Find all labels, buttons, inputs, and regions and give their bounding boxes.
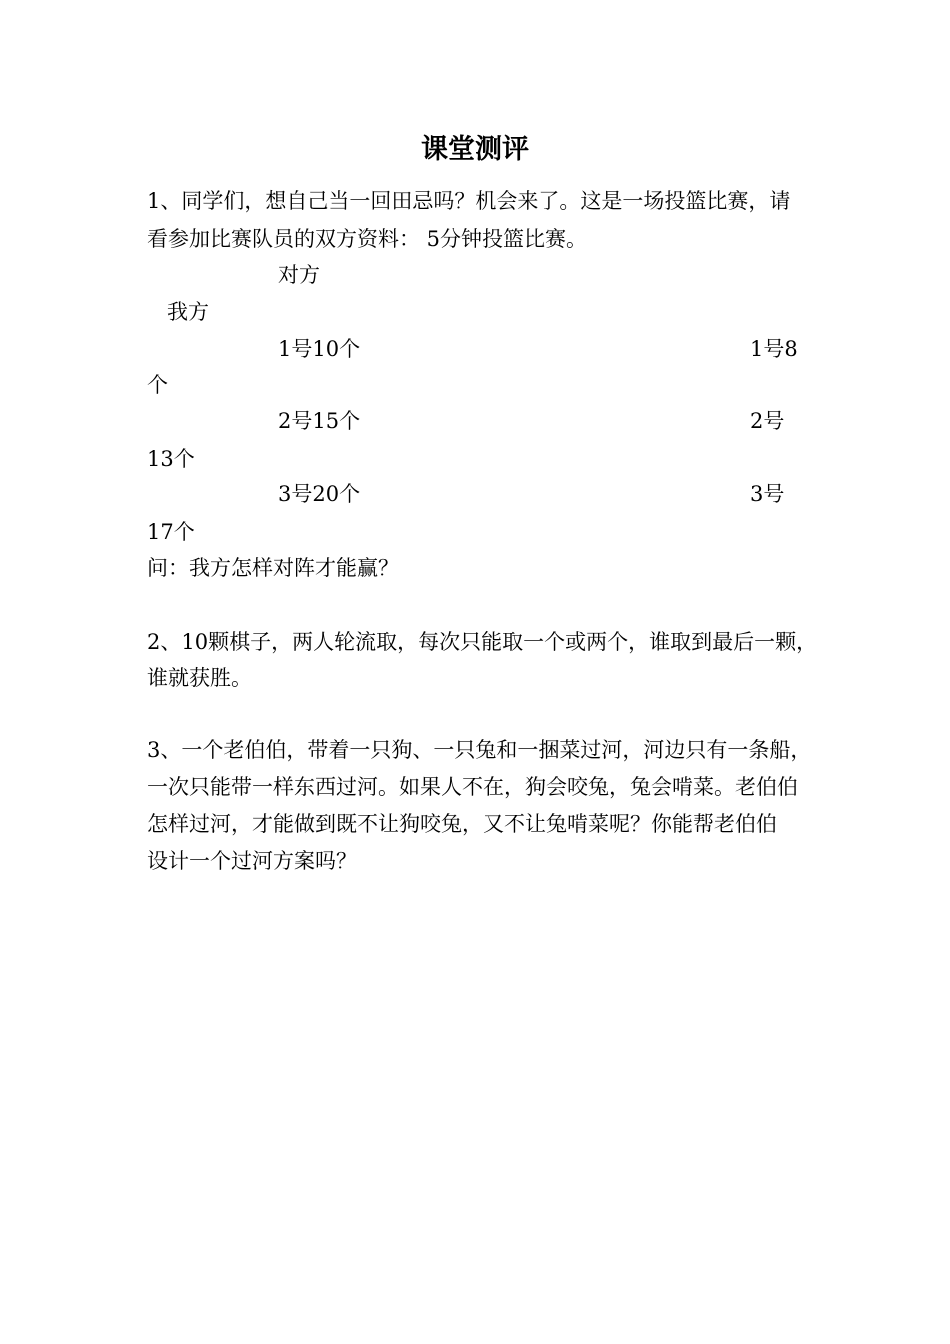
- q3-line-2: 一次只能带一样东西过河。如果人不在，狗会咬兔，兔会啃菜。老伯伯: [147, 775, 798, 799]
- our-row-1: 1号8: [750, 337, 798, 361]
- page-title: 课堂测评: [421, 134, 529, 165]
- our-row-3-wrap: 17个: [147, 520, 195, 544]
- our-header: 我方: [167, 300, 209, 324]
- our-row-1-wrap: 个: [147, 373, 168, 397]
- q1-line-2: 看参加比赛队员的双方资料： 5分钟投篮比赛。: [147, 227, 588, 251]
- q3-line-1: 3、一个老伯伯，带着一只狗、一只兔和一捆菜过河，河边只有一条船，: [147, 738, 812, 762]
- opponent-row-3: 3号20个: [278, 482, 361, 506]
- q1-question: 问：我方怎样对阵才能赢？: [147, 556, 399, 580]
- our-row-2: 2号: [750, 409, 785, 433]
- our-row-3: 3号: [750, 482, 785, 506]
- q1-line-1: 1、同学们，想自己当一回田忌吗？机会来了。这是一场投篮比赛，请: [147, 189, 791, 213]
- opponent-row-2: 2号15个: [278, 409, 361, 433]
- q3-line-3: 怎样过河，才能做到既不让狗咬兔，又不让兔啃菜呢？你能帮老伯伯: [147, 812, 777, 836]
- q2-line-2: 谁就获胜。: [147, 666, 252, 690]
- opponent-row-1: 1号10个: [278, 337, 361, 361]
- q3-line-4: 设计一个过河方案吗？: [147, 849, 357, 873]
- opponent-header: 对方: [278, 263, 320, 287]
- q2-line-1: 2、10颗棋子，两人轮流取，每次只能取一个或两个，谁取到最后一颗，: [147, 630, 818, 654]
- our-row-2-wrap: 13个: [147, 447, 195, 471]
